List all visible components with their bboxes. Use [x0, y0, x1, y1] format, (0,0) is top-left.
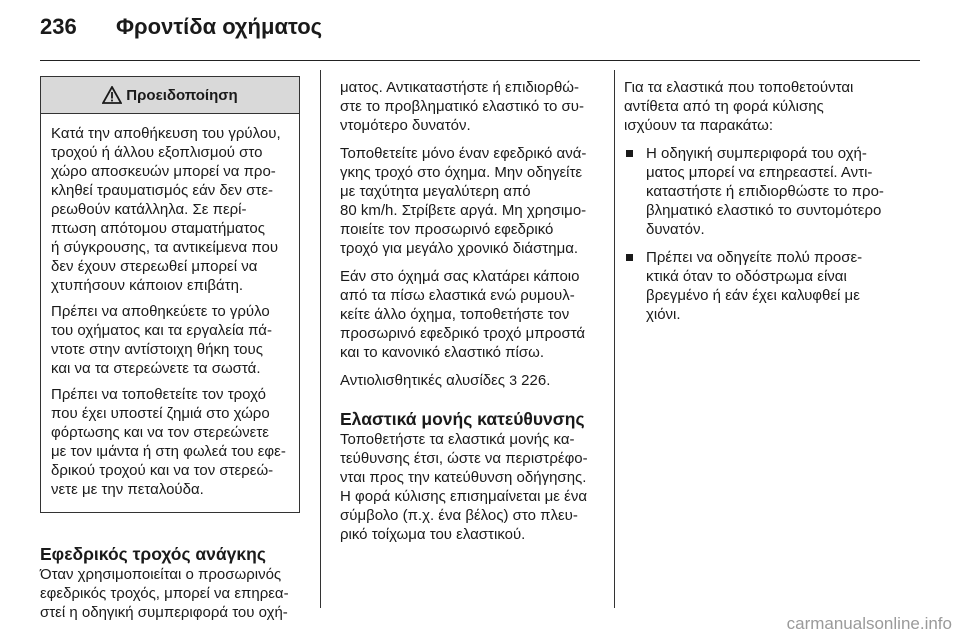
spare-wheel-continued: ματος. Αντικαταστήστε ή επιδιορθώ- στε το προβληματικό ελαστικό το συ- ντομότερο δυνατόν.	[340, 79, 585, 134]
snow-chains-reference	[340, 371, 608, 390]
page-reference-arrow-icon: 3	[509, 372, 518, 388]
watermark: carmanualsonline.info	[786, 614, 952, 633]
spare-wheel-paragraph: Τοποθετείτε μόνο έναν εφεδρικό ανά- γκης τροχό στο όχημα. Μην οδηγείτε με ταχύτητα μεγαλύτερη από 80 km/h. Στρίβετε αργά. Μη χρησιμο- ποιείτε τον προσωρινό εφεδρικό τροχό για μεγάλο χρονικό διάστημα.	[340, 145, 587, 257]
list-item	[624, 248, 920, 324]
column-divider-1	[320, 70, 321, 608]
warning-paragraph: Κατά την αποθήκευση του γρύλου, τροχού ή άλλου εξοπλισμού στο χώρο αποσκευών μπορεί να προ- κληθεί τραυματισμός εάν δεν στε- ρεωθούν κατάλληλα. Σε περί- πτωση απότομου σταματήματος ή σύγκρουσης, τα αντικείμενα που δεν έχουν στερεωθεί μπορεί να χτυπήσουν κάποιον επιβάτη.	[51, 125, 281, 294]
directional-tyres-paragraph: Τοποθετήστε τα ελαστικά μονής κα- τεύθυνσης έτσι, ώστε να περιστρέφο- νται προς την κατεύθυνση οδήγησης. Η φορά κύλισης επισημαίνεται με ένα σύμβολο (π.χ. ένα βέλος) στο πλευ- ρικό τοίχωμα του ελαστικού.	[340, 431, 588, 543]
spare-wheel-paragraph: Εάν στο όχημά σας κλατάρει κάποιο από τα πίσω ελαστικά ενώ ρυμουλ- κείτε άλλο όχημα, τοποθετήστε τον προσωρινό εφεδρικό τροχό μπροστά και το κανονικό ελαστικό πίσω.	[340, 268, 586, 361]
directional-tyres-paragraph: Για τα ελαστικά που τοποθετούνται αντίθετα από τη φορά κύλισης ισχύουν τα παρακάτω:	[624, 79, 854, 134]
warning-triangle-icon	[102, 86, 122, 104]
bullet-icon	[626, 150, 633, 157]
warning-paragraph: Πρέπει να τοποθετείτε τον τροχό που έχει υποστεί ζημιά στο χώρο φόρτωσης και να τον στερεώνετε με τον ιμάντα ή στη φωλεά του εφε- δρικού τροχού και να τον στερεώ- νετε με την πεταλούδα.	[51, 386, 286, 498]
bullet-icon	[626, 254, 633, 261]
column-3	[624, 78, 920, 333]
warning-body	[41, 114, 299, 512]
page-number: 236	[40, 14, 77, 39]
list-item-text: Πρέπει να οδηγείτε πολύ προσε- κτικά όταν το οδόστρωμα είναι βρεγμένο ή εάν έχει καλυφθεί με χιόνι.	[646, 249, 863, 323]
column-divider-2	[614, 70, 615, 608]
list-item-text: Η οδηγική συμπεριφορά του οχή- ματος μπορεί να επηρεαστεί. Αντι- καταστήστε ή επιδιορθώστε το προ- βληματικό ελαστικό το συντομότερο δυνατόν.	[646, 145, 884, 238]
page-title: Φροντίδα οχήματος	[116, 14, 323, 39]
header-divider	[40, 60, 920, 61]
directional-tyres-list	[624, 144, 920, 324]
section-heading-spare-wheel: Εφεδρικός τροχός ανάγκης	[40, 544, 266, 564]
snow-chains-text: Αντιολισθητικές αλυσίδες	[340, 372, 510, 389]
warning-header	[41, 77, 299, 114]
snow-chains-page: 226.	[517, 372, 551, 389]
spare-wheel-intro: Όταν χρησιμοποιείται ο προσωρινός εφεδρικός τροχός, μπορεί να επηρεα- στεί η οδηγική συμπεριφορά του οχή-	[40, 566, 289, 621]
page-header	[40, 14, 920, 54]
warning-paragraph: Πρέπει να αποθηκεύετε το γρύλο του οχήματος και τα εργαλεία πά- ντοτε στην αντίστοιχη θήκη τους και να τα στερεώνετε τα σωστά.	[51, 303, 272, 377]
column-1	[40, 76, 302, 631]
column-2	[340, 78, 608, 553]
warning-title: Προειδοποίηση	[126, 86, 238, 104]
section-heading-directional-tyres: Ελαστικά μονής κατεύθυνσης	[340, 409, 585, 429]
list-item	[624, 144, 920, 239]
warning-box	[40, 76, 300, 513]
